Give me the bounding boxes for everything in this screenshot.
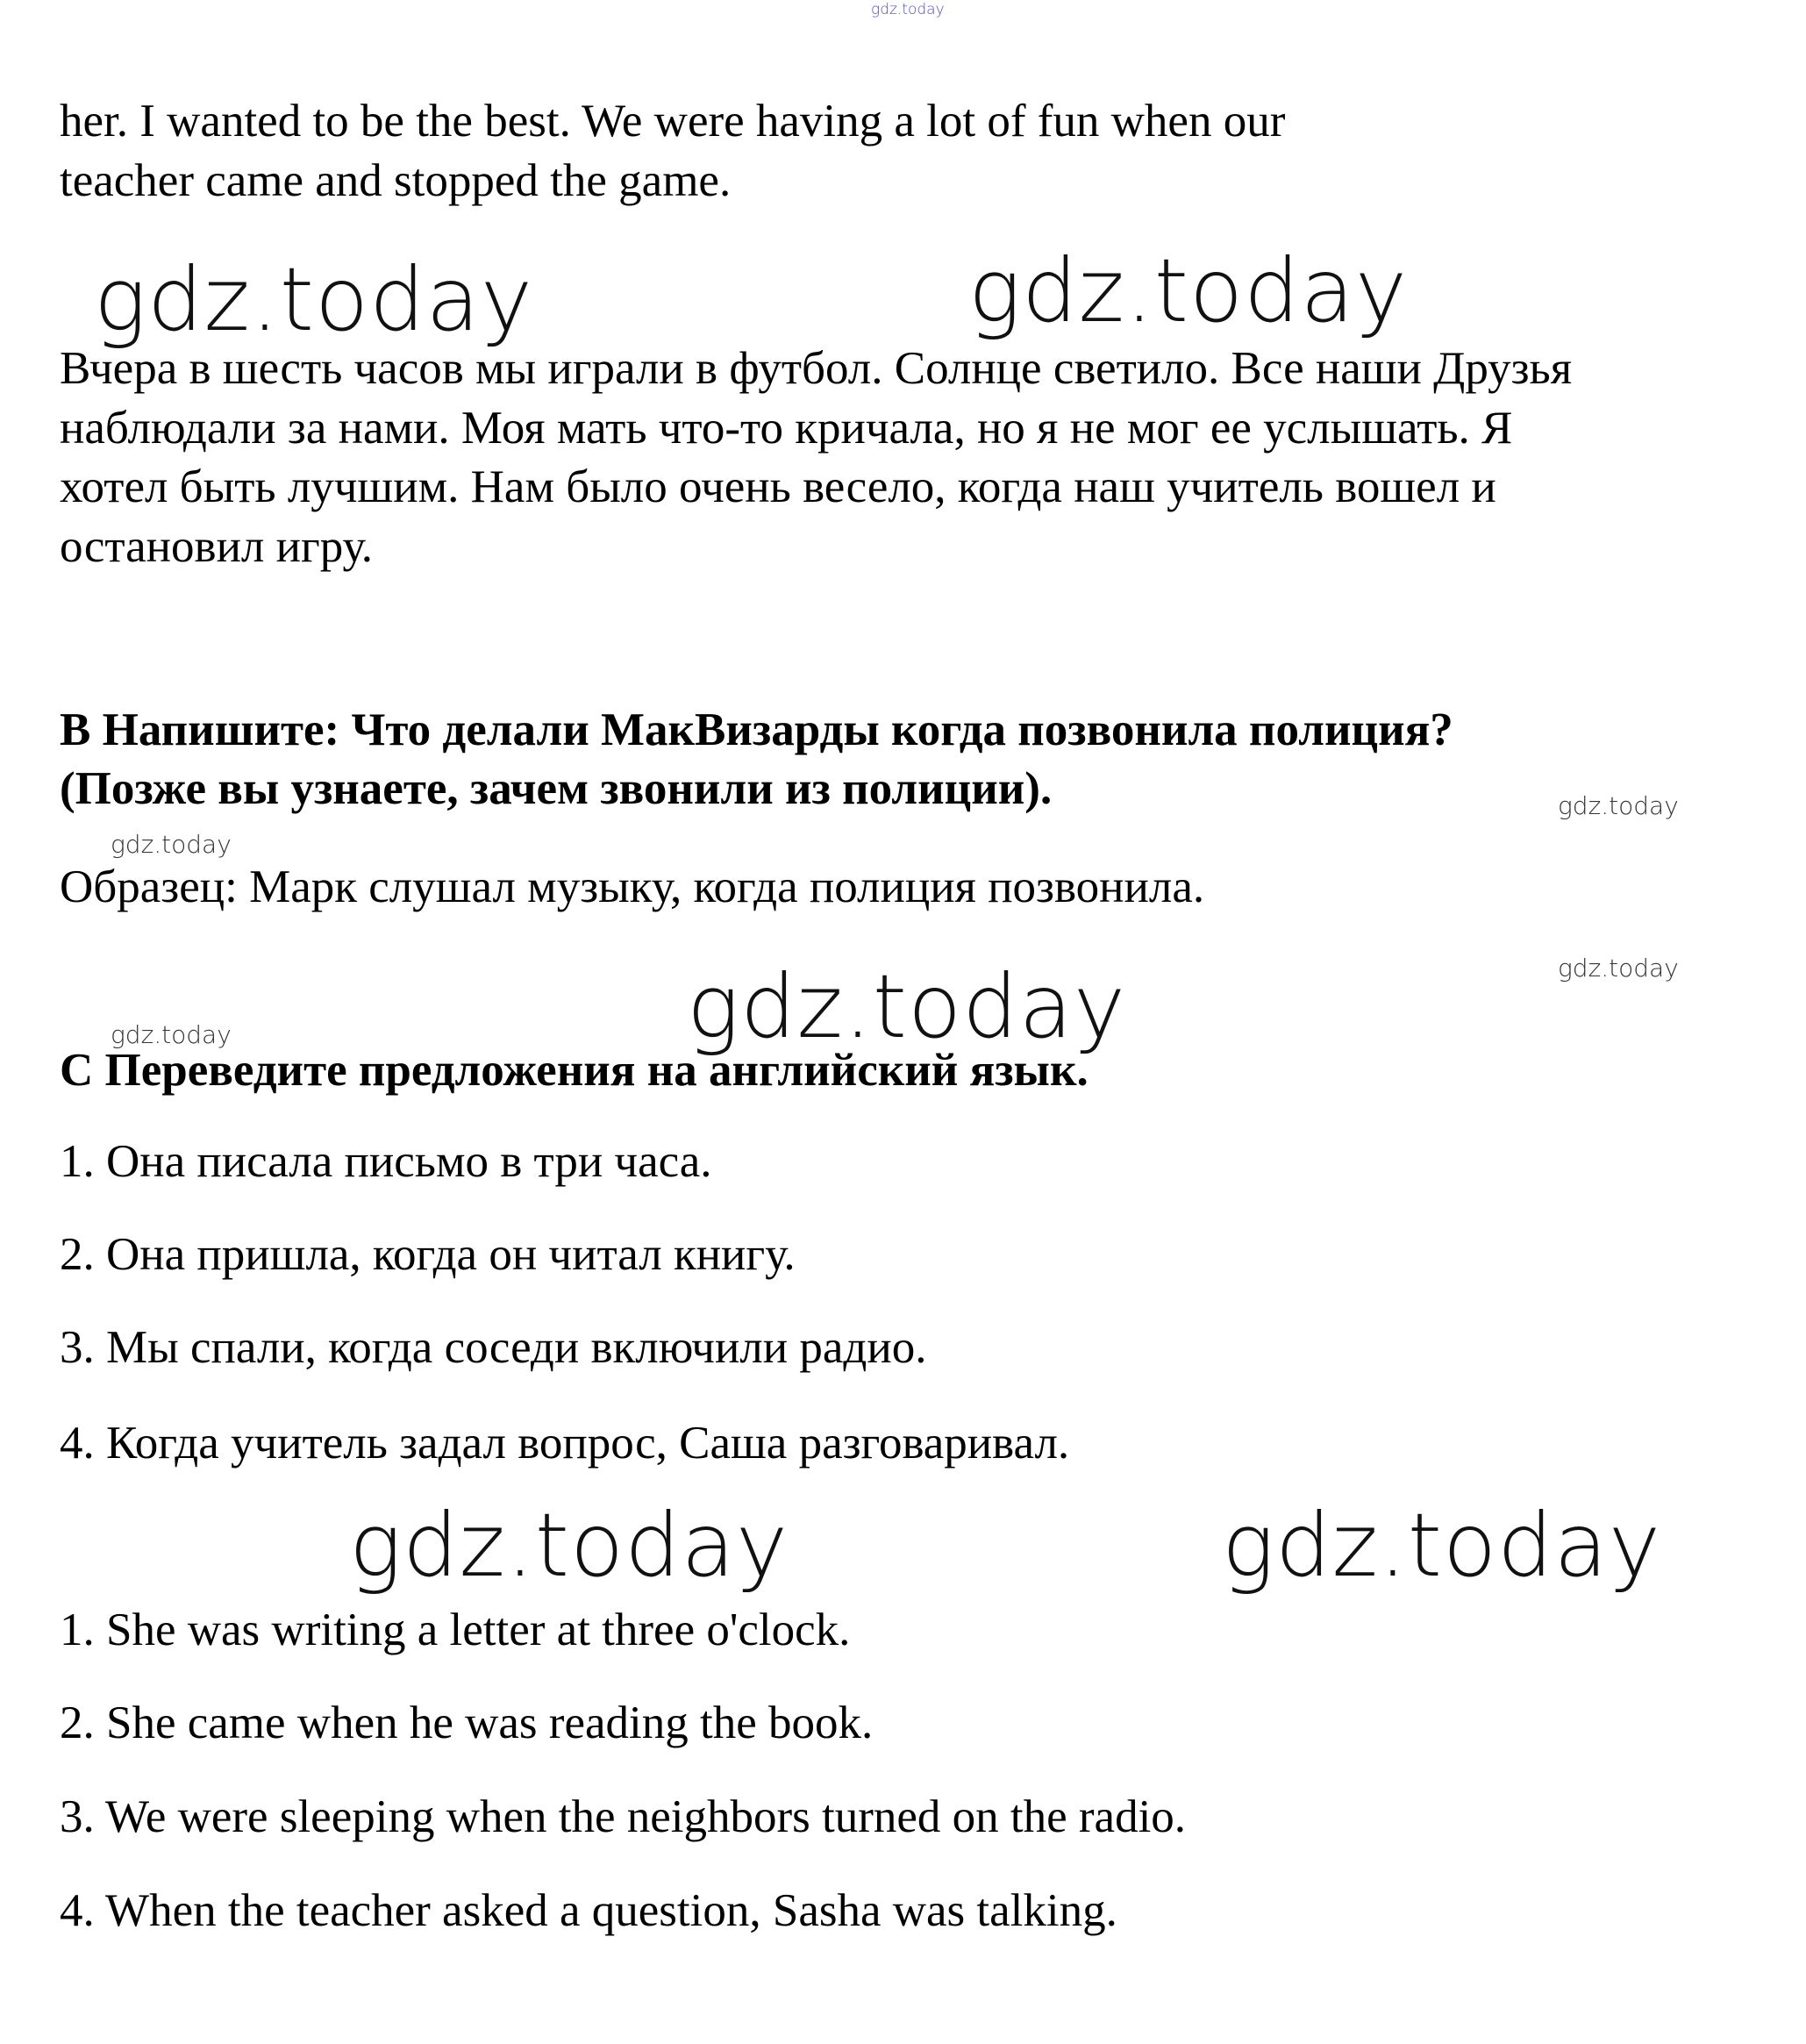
watermark: gdz.today [1558,791,1679,820]
watermark: gdz.today [871,1,945,18]
russian-text-line: хотел быть лучшим. Нам было очень весело, когда наш учитель вошел и [60,461,1496,512]
watermark: gdz.today [111,1020,232,1049]
translation: 2. She came when he was reading the book. [60,1697,874,1748]
sentence: 2. Она пришла, когда он читал книгу. [60,1229,796,1280]
watermark: gdz.today [349,1494,789,1597]
sentence: 1. Она писала письмо в три часа. [60,1136,712,1187]
translation: 4. When the teacher asked a question, Sasha was talking. [60,1885,1117,1936]
task-b-example: Образец: Марк слушал музыку, когда полиция позвонила. [60,861,1205,912]
russian-text-line: наблюдали за нами. Моя мать что-то кричала, но я не мог ее услышать. Я [60,403,1513,454]
translation: 1. She was writing a letter at three o'clock. [60,1604,851,1655]
english-text-line: her. I wanted to be the best. We were having a lot of fun when our [60,96,1286,147]
watermark: gdz.today [968,239,1409,342]
task-c-heading: С Переведите предложения на английский язык. [60,1045,1089,1096]
sentence: 4. Когда учитель задал вопрос, Саша разговаривал. [60,1418,1070,1469]
watermark: gdz.today [111,830,232,859]
russian-text-line: остановил игру. [60,521,373,572]
watermark: gdz.today [94,248,534,351]
task-b-heading: (Позже вы узнаете, зачем звонили из полиции). [60,763,1053,814]
translation: 3. We were sleeping when the neighbors turned on the radio. [60,1791,1187,1842]
watermark: gdz.today [1222,1494,1662,1597]
watermark: gdz.today [1558,954,1679,983]
task-b-heading: В Напишите: Что делали МакВизарды когда позвонила полиция? [60,704,1453,755]
sentence: 3. Мы спали, когда соседи включили радио. [60,1322,927,1373]
english-text-line: teacher came and stopped the game. [60,155,732,206]
russian-text-line: Вчера в шесть часов мы играли в футбол. Солнце светило. Все наши Друзья [60,343,1573,394]
watermark: gdz.today [687,955,1127,1058]
